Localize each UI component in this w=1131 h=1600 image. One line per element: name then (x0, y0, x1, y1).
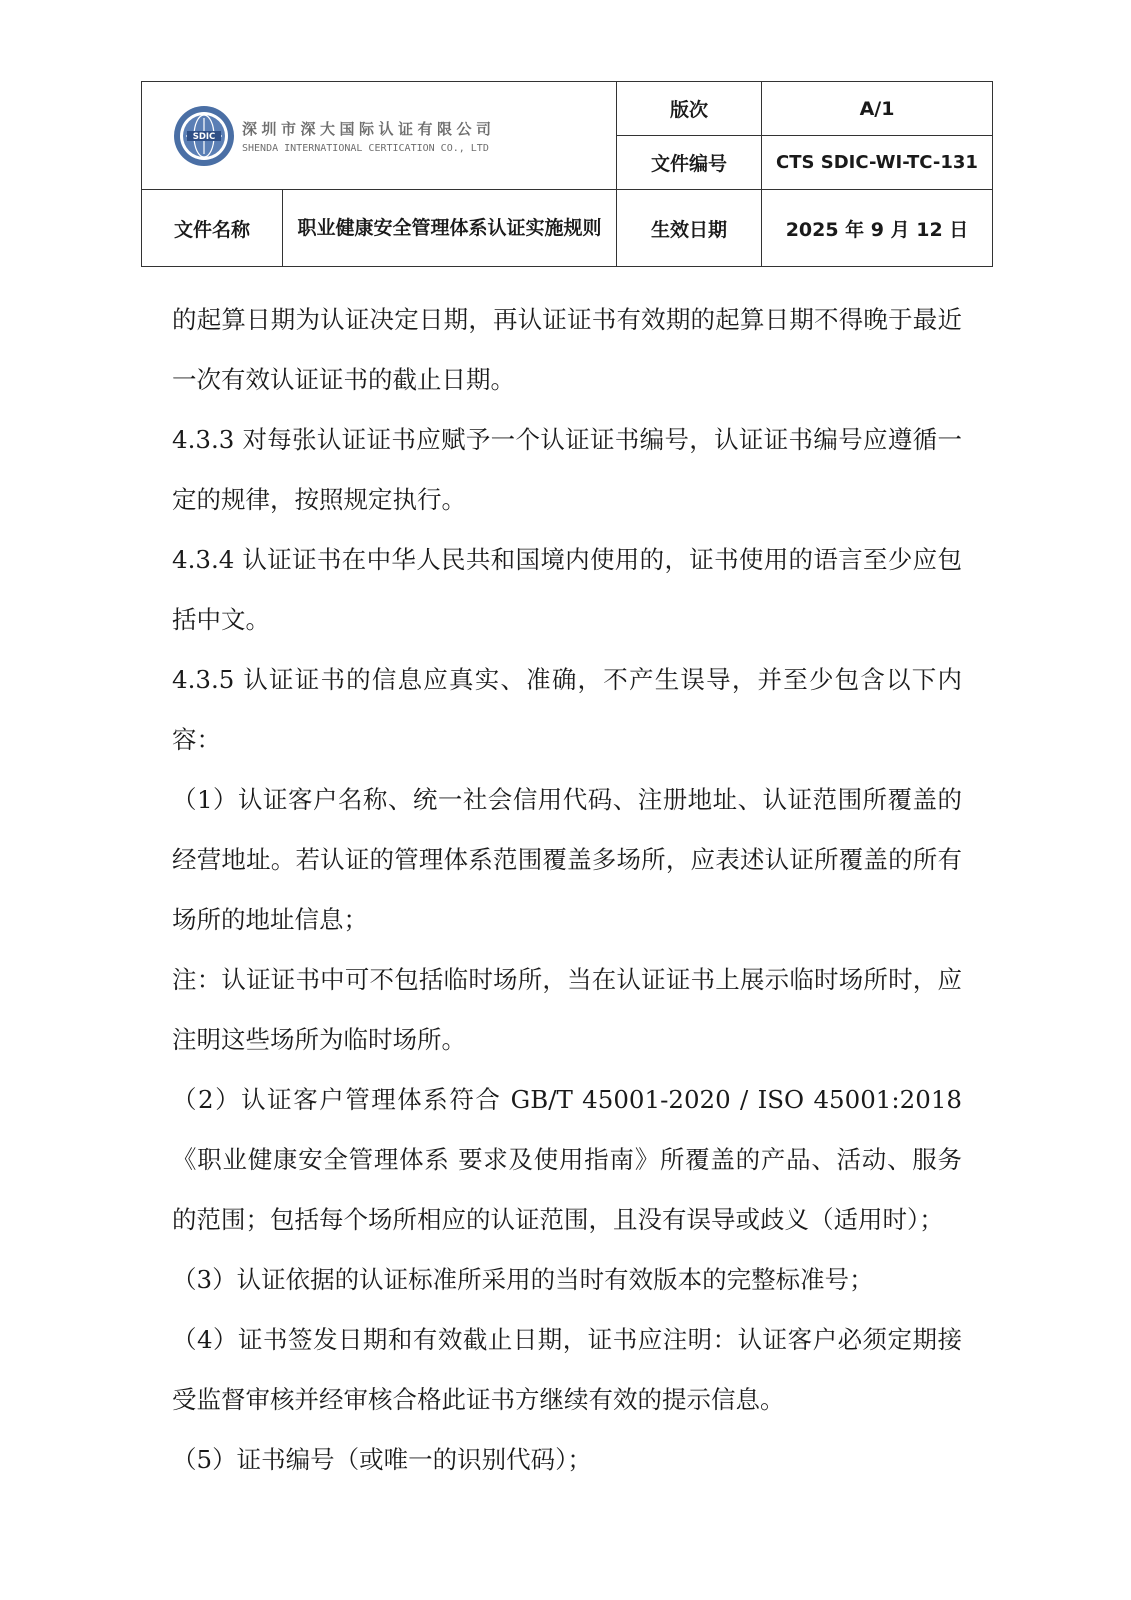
paragraph: （5）证书编号（或唯一的识别代码）； (172, 1445, 592, 1474)
sdic-seal-icon (172, 104, 236, 168)
doc-name-value: 职业健康安全管理体系认证实施规则 (283, 190, 617, 267)
paragraph: 4.3.5 认证证书的信息应真实、准确，不产生误导，并至少包含以下内容： (172, 665, 962, 754)
paragraph: 4.3.4 认证证书在中华人民共和国境内使用的，证书使用的语言至少应包括中文。 (172, 545, 962, 634)
svg-text:SDIC: SDIC (192, 132, 216, 142)
company-name-cn: 深圳市深大国际认证有限公司 (242, 120, 496, 138)
doc-number-value: CTS SDIC-WI-TC-131 (762, 136, 993, 190)
company-name-en: SHENDA INTERNATIONAL CERTICATION CO., LTD (242, 143, 489, 154)
document-body (172, 290, 962, 1490)
effective-date-value: 2025 年 9 月 12 日 (762, 190, 993, 267)
paragraph: （3）认证依据的认证标准所采用的当时有效版本的完整标准号； (172, 1265, 874, 1294)
company-logo-cell (142, 82, 617, 190)
paragraph: （2）认证客户管理体系符合 GB/T 45001-2020 / ISO 45001:2018《职业健康安全管理体系 要求及使用指南》所覆盖的产品、活动、服务的范围；包括每个场所相应的认证范围，且没有误导或歧义（适用时）； (172, 1085, 962, 1234)
paragraph: 的起算日期为认证决定日期，再认证证书有效期的起算日期不得晚于最近一次有效认证证书的截止日期。 (172, 305, 962, 394)
version-label: 版次 (617, 82, 762, 136)
version-value: A/1 (762, 82, 993, 136)
doc-name-label: 文件名称 (142, 190, 283, 267)
document-header-table (141, 81, 993, 267)
note-paragraph: 注：认证证书中可不包括临时场所，当在认证证书上展示临时场所时，应注明这些场所为临时场所。 (172, 965, 962, 1054)
effective-date-label: 生效日期 (617, 190, 762, 267)
paragraph: （4）证书签发日期和有效截止日期，证书应注明：认证客户必须定期接受监督审核并经审核合格此证书方继续有效的提示信息。 (172, 1325, 962, 1414)
company-logo (172, 104, 496, 168)
doc-number-label: 文件编号 (617, 136, 762, 190)
paragraph: （1）认证客户名称、统一社会信用代码、注册地址、认证范围所覆盖的经营地址。若认证的管理体系范围覆盖多场所，应表述认证所覆盖的所有场所的地址信息； (172, 785, 962, 934)
paragraph: 4.3.3 对每张认证证书应赋予一个认证证书编号，认证证书编号应遵循一定的规律，按照规定执行。 (172, 425, 962, 514)
